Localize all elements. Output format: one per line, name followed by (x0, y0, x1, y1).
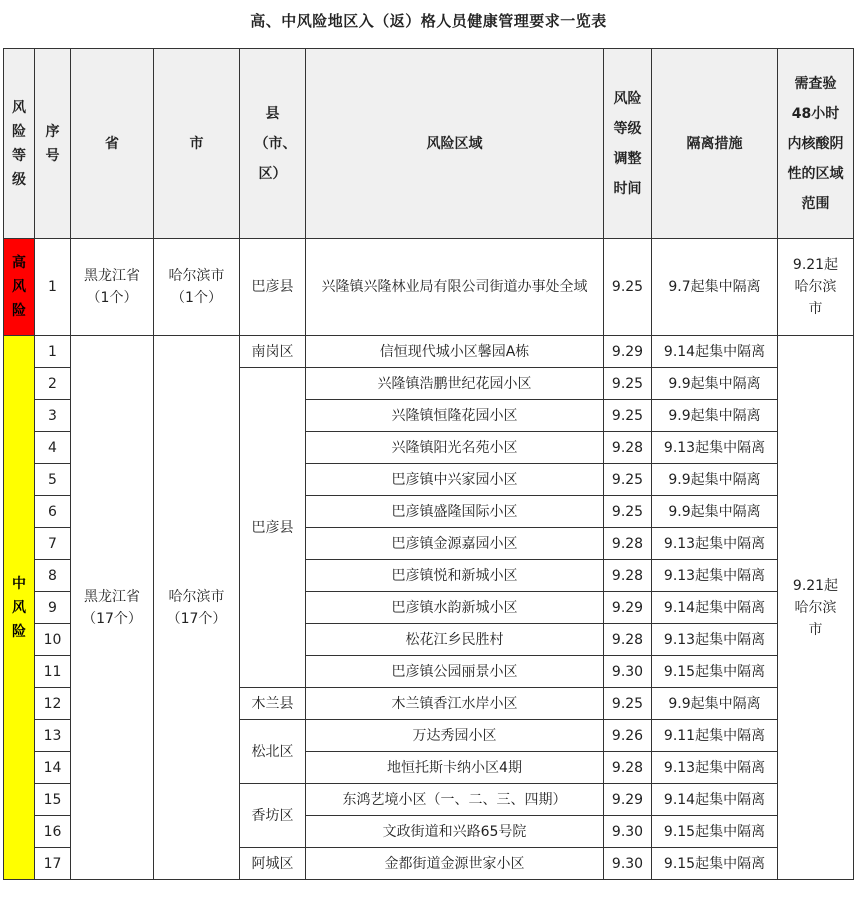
isolation-cell: 9.9起集中隔离 (652, 496, 778, 528)
isolation-cell: 9.14起集中隔离 (652, 336, 778, 368)
adjust-cell: 9.28 (604, 752, 652, 784)
area-cell: 巴彦镇公园丽景小区 (306, 656, 604, 688)
city-cell: 哈尔滨市（17个） (154, 336, 240, 880)
header-adjust: 风险等级调整时间 (604, 49, 652, 239)
area-cell: 兴隆镇兴隆林业局有限公司街道办事处全域 (306, 239, 604, 336)
nat-cell: 9.21起哈尔滨市 (778, 336, 854, 880)
county-cell: 木兰县 (240, 688, 306, 720)
isolation-cell: 9.9起集中隔离 (652, 464, 778, 496)
county-cell: 香坊区 (240, 784, 306, 848)
city-cell: 哈尔滨市（1个） (154, 239, 240, 336)
header-nat: 需查验48小时内核酸阴性的区域范围 (778, 49, 854, 239)
isolation-cell: 9.13起集中隔离 (652, 560, 778, 592)
adjust-cell: 9.30 (604, 848, 652, 880)
row-no: 9 (35, 592, 71, 624)
area-cell: 巴彦镇盛隆国际小区 (306, 496, 604, 528)
adjust-cell: 9.29 (604, 784, 652, 816)
row-no: 11 (35, 656, 71, 688)
adjust-cell: 9.26 (604, 720, 652, 752)
isolation-cell: 9.15起集中隔离 (652, 848, 778, 880)
header-area: 风险区域 (306, 49, 604, 239)
county-cell: 巴彦县 (240, 368, 306, 688)
area-cell: 松花江乡民胜村 (306, 624, 604, 656)
area-cell: 巴彦镇中兴家园小区 (306, 464, 604, 496)
row-no: 3 (35, 400, 71, 432)
row-no: 6 (35, 496, 71, 528)
isolation-cell: 9.7起集中隔离 (652, 239, 778, 336)
isolation-cell: 9.9起集中隔离 (652, 368, 778, 400)
adjust-cell: 9.28 (604, 624, 652, 656)
adjust-cell: 9.25 (604, 368, 652, 400)
row-no: 10 (35, 624, 71, 656)
isolation-cell: 9.9起集中隔离 (652, 400, 778, 432)
area-cell: 巴彦镇悦和新城小区 (306, 560, 604, 592)
risk-level-high: 高风险 (4, 239, 35, 336)
isolation-cell: 9.15起集中隔离 (652, 656, 778, 688)
row-no: 7 (35, 528, 71, 560)
row-no: 1 (35, 336, 71, 368)
area-cell: 巴彦镇金源嘉园小区 (306, 528, 604, 560)
county-cell: 南岗区 (240, 336, 306, 368)
area-cell: 巴彦镇水韵新城小区 (306, 592, 604, 624)
province-cell: 黑龙江省（1个） (71, 239, 154, 336)
adjust-cell: 9.25 (604, 688, 652, 720)
header-no: 序号 (35, 49, 71, 239)
risk-table (3, 48, 854, 880)
row-no: 2 (35, 368, 71, 400)
province-cell: 黑龙江省（17个） (71, 336, 154, 880)
isolation-cell: 9.13起集中隔离 (652, 752, 778, 784)
isolation-cell: 9.15起集中隔离 (652, 816, 778, 848)
row-no: 4 (35, 432, 71, 464)
isolation-cell: 9.14起集中隔离 (652, 592, 778, 624)
adjust-cell: 9.25 (604, 464, 652, 496)
row-no: 5 (35, 464, 71, 496)
adjust-cell: 9.28 (604, 528, 652, 560)
adjust-cell: 9.28 (604, 432, 652, 464)
page-title: 高、中风险地区入（返）格人员健康管理要求一览表 (250, 12, 607, 30)
adjust-cell: 9.28 (604, 560, 652, 592)
header-county: 县（市、区） (240, 49, 306, 239)
area-cell: 兴隆镇恒隆花园小区 (306, 400, 604, 432)
table-row (4, 336, 854, 368)
area-cell: 信恒现代城小区馨园A栋 (306, 336, 604, 368)
area-cell: 万达秀园小区 (306, 720, 604, 752)
isolation-cell: 9.9起集中隔离 (652, 688, 778, 720)
area-cell: 木兰镇香江水岸小区 (306, 688, 604, 720)
area-cell: 兴隆镇阳光名苑小区 (306, 432, 604, 464)
row-no: 16 (35, 816, 71, 848)
adjust-cell: 9.25 (604, 496, 652, 528)
nat-cell: 9.21起哈尔滨市 (778, 239, 854, 336)
adjust-cell: 9.30 (604, 656, 652, 688)
header-province: 省 (71, 49, 154, 239)
county-cell: 阿城区 (240, 848, 306, 880)
area-cell: 文政街道和兴路65号院 (306, 816, 604, 848)
isolation-cell: 9.11起集中隔离 (652, 720, 778, 752)
adjust-cell: 9.30 (604, 816, 652, 848)
adjust-cell: 9.25 (604, 239, 652, 336)
isolation-cell: 9.13起集中隔离 (652, 624, 778, 656)
area-cell: 东鸿艺境小区（一、二、三、四期） (306, 784, 604, 816)
row-no: 1 (35, 239, 71, 336)
adjust-cell: 9.29 (604, 336, 652, 368)
adjust-cell: 9.25 (604, 400, 652, 432)
row-no: 8 (35, 560, 71, 592)
row-no: 13 (35, 720, 71, 752)
area-cell: 地恒托斯卡纳小区4期 (306, 752, 604, 784)
isolation-cell: 9.13起集中隔离 (652, 432, 778, 464)
row-no: 15 (35, 784, 71, 816)
table-row (4, 239, 854, 336)
county-cell: 松北区 (240, 720, 306, 784)
header-isolation: 隔离措施 (652, 49, 778, 239)
row-no: 14 (35, 752, 71, 784)
area-cell: 金都街道金源世家小区 (306, 848, 604, 880)
risk-level-mid: 中风险 (4, 336, 35, 880)
isolation-cell: 9.14起集中隔离 (652, 784, 778, 816)
header-city: 市 (154, 49, 240, 239)
header-level: 风险等级 (4, 49, 35, 239)
isolation-cell: 9.13起集中隔离 (652, 528, 778, 560)
row-no: 17 (35, 848, 71, 880)
county-cell: 巴彦县 (240, 239, 306, 336)
area-cell: 兴隆镇浩鹏世纪花园小区 (306, 368, 604, 400)
row-no: 12 (35, 688, 71, 720)
header-row (4, 49, 854, 239)
adjust-cell: 9.29 (604, 592, 652, 624)
